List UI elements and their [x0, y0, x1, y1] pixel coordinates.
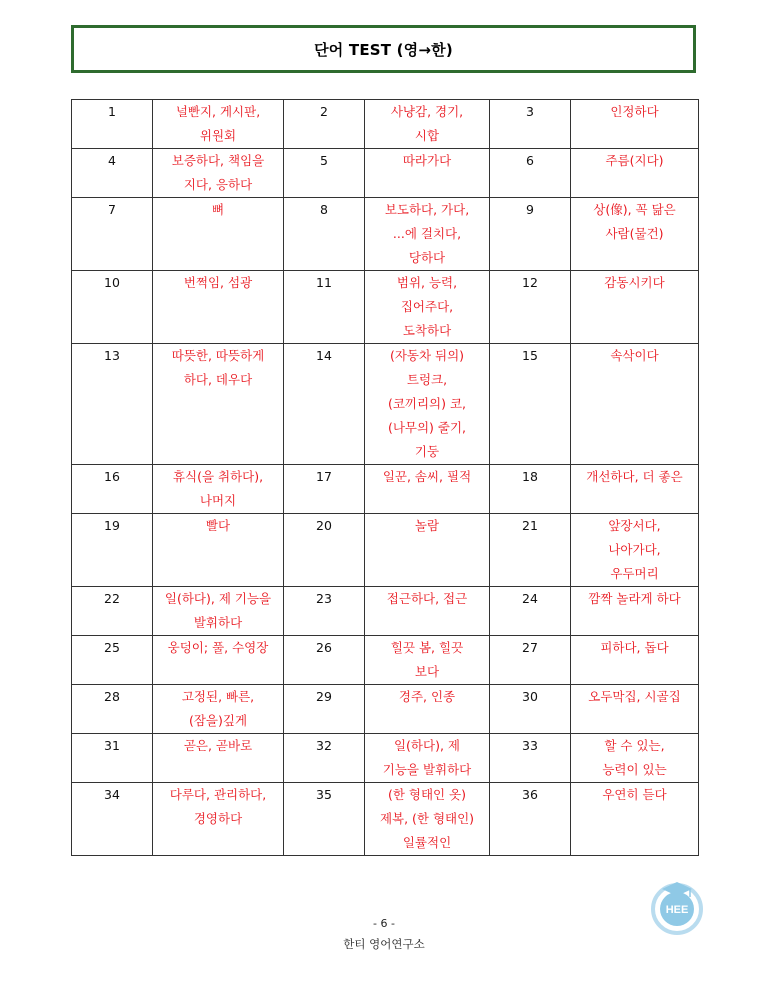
table-row: [72, 514, 699, 587]
item-meaning: 번쩍임, 섬광: [153, 271, 284, 344]
item-meaning: 빨다: [153, 514, 284, 587]
item-number: 13: [72, 344, 153, 465]
item-number: 10: [72, 271, 153, 344]
item-meaning: 뼈: [153, 198, 284, 271]
item-meaning: 할 수 있는, 능력이 있는: [571, 734, 699, 783]
item-meaning: 일(하다), 제 기능을 발휘하다: [365, 734, 490, 783]
item-number: 16: [72, 465, 153, 514]
item-number: 14: [284, 344, 365, 465]
table-row: [72, 198, 699, 271]
item-meaning: 감동시키다: [571, 271, 699, 344]
item-number: 19: [72, 514, 153, 587]
item-meaning: 놀람: [365, 514, 490, 587]
item-number: 3: [490, 100, 571, 149]
table-row: [72, 587, 699, 636]
item-meaning: 곧은, 곧바로: [153, 734, 284, 783]
item-number: 24: [490, 587, 571, 636]
item-meaning: 휴식(을 취하다), 나머지: [153, 465, 284, 514]
item-number: 18: [490, 465, 571, 514]
item-meaning: 접근하다, 접근: [365, 587, 490, 636]
page-title: 단어 TEST (영→한): [314, 40, 453, 59]
item-number: 33: [490, 734, 571, 783]
item-meaning: 범위, 능력, 집어주다, 도착하다: [365, 271, 490, 344]
vocab-table-body: [72, 100, 699, 856]
item-meaning: 사냥감, 경기, 시합: [365, 100, 490, 149]
item-number: 34: [72, 783, 153, 856]
item-number: 31: [72, 734, 153, 783]
item-number: 12: [490, 271, 571, 344]
item-number: 23: [284, 587, 365, 636]
item-number: 25: [72, 636, 153, 685]
table-row: [72, 734, 699, 783]
item-number: 17: [284, 465, 365, 514]
item-meaning: 따라가다: [365, 149, 490, 198]
item-number: 9: [490, 198, 571, 271]
vocab-table: [71, 99, 699, 856]
item-meaning: 일(하다), 제 기능을 발휘하다: [153, 587, 284, 636]
item-number: 1: [72, 100, 153, 149]
table-row: [72, 783, 699, 856]
item-meaning: 상(像), 꼭 닮은 사람(물건): [571, 198, 699, 271]
item-number: 27: [490, 636, 571, 685]
item-number: 28: [72, 685, 153, 734]
item-number: 20: [284, 514, 365, 587]
item-number: 22: [72, 587, 153, 636]
item-meaning: 힐끗 봄, 힐끗 보다: [365, 636, 490, 685]
item-meaning: 우연히 듣다: [571, 783, 699, 856]
item-meaning: 주름(지다): [571, 149, 699, 198]
item-meaning: 일꾼, 솜씨, 필적: [365, 465, 490, 514]
graduation-cap-icon: [662, 882, 692, 897]
item-meaning: 깜짝 놀라게 하다: [571, 587, 699, 636]
item-number: 5: [284, 149, 365, 198]
item-meaning: 앞장서다, 나아가다, 우두머리: [571, 514, 699, 587]
item-number: 8: [284, 198, 365, 271]
item-number: 6: [490, 149, 571, 198]
footer-organization: 한티 영어연구소: [343, 937, 425, 951]
item-number: 15: [490, 344, 571, 465]
item-meaning: 널빤지, 게시판, 위원회: [153, 100, 284, 149]
logo-text: HEE: [665, 904, 689, 916]
table-row: [72, 100, 699, 149]
table-row: [72, 636, 699, 685]
item-number: 21: [490, 514, 571, 587]
item-meaning: 오두막집, 시골집: [571, 685, 699, 734]
table-row: [72, 685, 699, 734]
item-meaning: 다루다, 관리하다, 경영하다: [153, 783, 284, 856]
table-row: [72, 344, 699, 465]
item-meaning: 피하다, 돕다: [571, 636, 699, 685]
table-row: [72, 465, 699, 514]
title-box: [71, 25, 696, 73]
item-number: 29: [284, 685, 365, 734]
table-row: [72, 149, 699, 198]
item-number: 11: [284, 271, 365, 344]
item-meaning: (자동차 뒤의) 트렁크, (코끼리의) 코, (나무의) 줄기, 기둥: [365, 344, 490, 465]
item-meaning: 인정하다: [571, 100, 699, 149]
item-meaning: 따뜻한, 따뜻하게 하다, 데우다: [153, 344, 284, 465]
hee-logo: [648, 878, 706, 936]
item-meaning: 보증하다, 책임을 지다, 응하다: [153, 149, 284, 198]
item-number: 26: [284, 636, 365, 685]
item-meaning: 웅덩이; 풀, 수영장: [153, 636, 284, 685]
page-number: - 6 -: [373, 917, 395, 930]
item-meaning: 속삭이다: [571, 344, 699, 465]
item-number: 30: [490, 685, 571, 734]
item-meaning: (한 형태인 옷) 제복, (한 형태인) 일률적인: [365, 783, 490, 856]
table-row: [72, 271, 699, 344]
item-number: 2: [284, 100, 365, 149]
item-number: 4: [72, 149, 153, 198]
item-number: 7: [72, 198, 153, 271]
item-number: 35: [284, 783, 365, 856]
item-meaning: 고정된, 빠른, (잠을)깊게: [153, 685, 284, 734]
item-number: 36: [490, 783, 571, 856]
item-number: 32: [284, 734, 365, 783]
item-meaning: 경주, 인종: [365, 685, 490, 734]
item-meaning: 보도하다, 가다, ...에 걸치다, 당하다: [365, 198, 490, 271]
item-meaning: 개선하다, 더 좋은: [571, 465, 699, 514]
